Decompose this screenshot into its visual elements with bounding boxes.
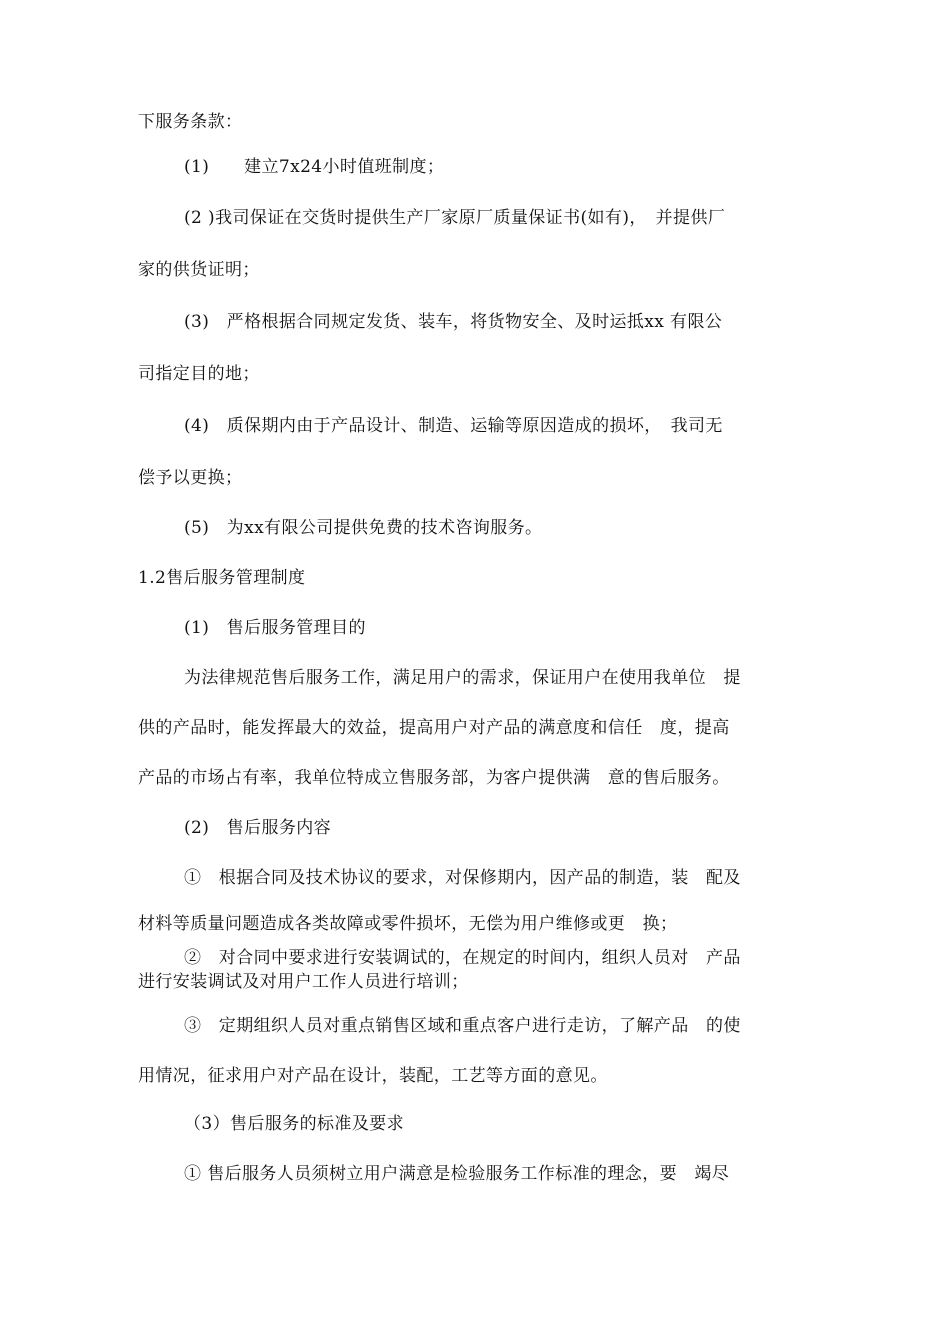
content-item-2-line-1: ② 对合同中要求进行安装调试的，在规定的时间内，组织人员对 产品: [184, 948, 741, 968]
content-item-3-line-1: ③ 定期组织人员对重点销售区域和重点客户进行走访，了解产品 的使: [184, 1016, 741, 1036]
clause-5: (5) 为xx有限公司提供免费的技术咨询服务。: [184, 518, 543, 538]
clause-4-line-2: 偿予以更换；: [138, 468, 243, 488]
standards-item-1-line-1: ① 售后服务人员须树立用户满意是检验服务工作标准的理念，要 竭尽: [184, 1164, 730, 1184]
content-item-1-line-2: 材料等质量问题造成各类故障或零件损坏，无偿为用户维修或更 换；: [138, 914, 678, 934]
section-heading-1-2: 1.2售后服务管理制度: [138, 568, 306, 588]
content-item-3-line-2: 用情况，征求用户对产品在设计，装配，工艺等方面的意见。: [138, 1066, 608, 1086]
clause-1: (1) 建立7x24小时值班制度；: [184, 157, 445, 177]
subheading-standards: （3）售后服务的标准及要求: [184, 1114, 405, 1134]
intro-line: 下服务条款：: [138, 112, 243, 132]
content-item-2-line-2: 进行安装调试及对用户工作人员进行培训；: [138, 972, 469, 992]
clause-3-line-2: 司指定目的地；: [138, 364, 260, 384]
content-item-1-line-1: ① 根据合同及技术协议的要求，对保修期内，因产品的制造，装 配及: [184, 868, 741, 888]
purpose-para-line-2: 供的产品时，能发挥最大的效益，提高用户对产品的满意度和信任 度，提高: [138, 718, 730, 738]
subheading-content: (2) 售后服务内容: [184, 818, 332, 838]
purpose-para-line-3: 产品的市场占有率，我单位特成立售服务部，为客户提供满 意的售后服务。: [138, 768, 730, 788]
clause-4-line-1: (4) 质保期内由于产品设计、制造、运输等原因造成的损坏， 我司无: [184, 416, 723, 436]
clause-3-line-1: (3) 严格根据合同规定发货、装车，将货物安全、及时运抵xx 有限公: [184, 312, 723, 332]
clause-2-line-2: 家的供货证明；: [138, 260, 260, 280]
clause-2-line-1: (2 )我司保证在交货时提供生产厂家原厂质量保证书(如有)， 并提供厂: [184, 208, 726, 228]
purpose-para-line-1: 为法律规范售后服务工作，满足用户的需求，保证用户在使用我单位 提: [184, 668, 741, 688]
subheading-purpose: (1) 售后服务管理目的: [184, 618, 366, 638]
